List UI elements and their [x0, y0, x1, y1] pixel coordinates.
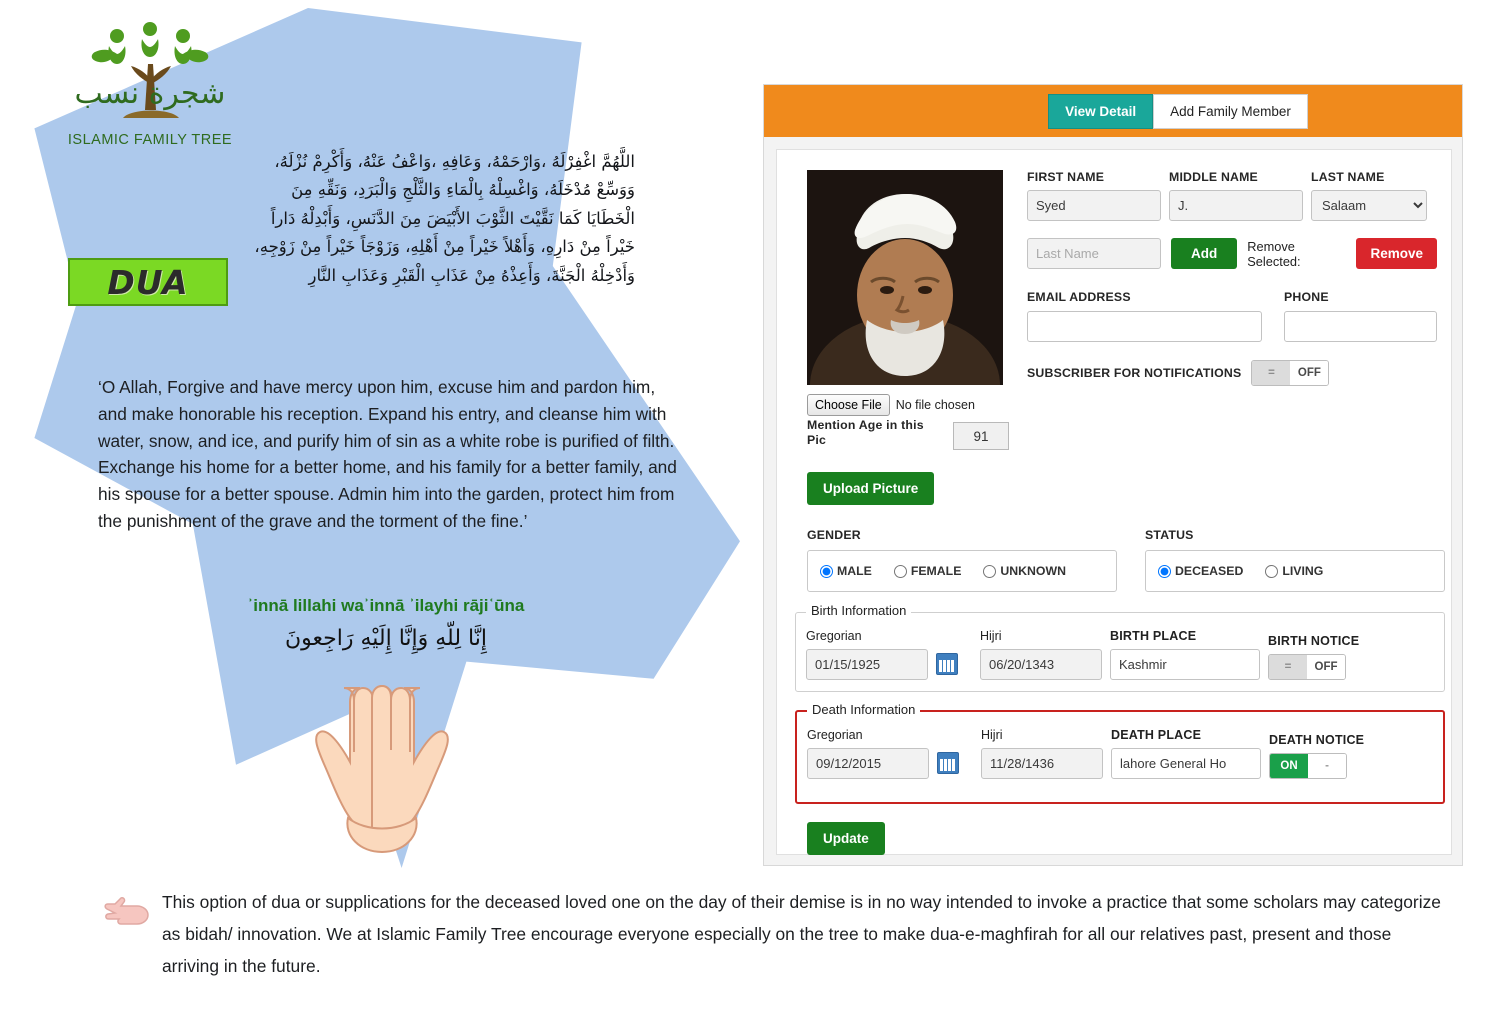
name-fields	[1027, 170, 1427, 221]
extra-last-name-row	[1027, 238, 1437, 269]
subscriber-toggle-state[interactable]: OFF	[1290, 361, 1328, 385]
death-information-title: Death Information	[807, 702, 920, 717]
subscriber-toggle-dash[interactable]: =	[1252, 361, 1290, 385]
death-calendar-icon[interactable]	[937, 752, 959, 774]
dua-translation: ‘O Allah, Forgive and have mercy upon him, excuse him and pardon him, and make honorable his reception. Expand his entry, and cleanse him with water, snow, and ice, and purify him of sin as a white robe is purified of filth. Exchange his home for a better home, and his family for a better family, and his spouse for a better spouse. Admin him into the garden, protect him from the punishment of the grave and the torment of the fine.’	[98, 377, 677, 531]
death-notice-toggle-state[interactable]: ON	[1270, 754, 1308, 778]
birth-notice-toggle-dash[interactable]: =	[1269, 655, 1307, 679]
last-name-select[interactable]	[1311, 190, 1427, 221]
death-notice-label: DEATH NOTICE	[1269, 733, 1365, 747]
mention-age-label: Mention Age in this Pic	[807, 418, 924, 448]
remove-selected-label: Remove Selected:	[1247, 238, 1301, 269]
subscriber-toggle[interactable]	[1251, 360, 1329, 386]
pointing-hand-icon	[104, 892, 152, 926]
gender-option-unknown[interactable]	[983, 564, 1066, 578]
first-name-label: FIRST NAME	[1027, 170, 1105, 184]
panel-toolbar	[764, 85, 1462, 137]
gender-radio-male[interactable]	[820, 565, 833, 578]
extra-last-name-input[interactable]	[1027, 238, 1161, 269]
birth-information-title: Birth Information	[806, 603, 911, 618]
status-option-living-label: LIVING	[1282, 564, 1324, 578]
birth-notice-label: BIRTH NOTICE	[1268, 634, 1360, 648]
contact-fields	[1027, 290, 1437, 342]
footer-note-text: This option of dua or supplications for the deceased loved one on the day of their demise is in no way intended to invoke a practice that some scholars may categorize as bidah/ innovation. We at Islamic Family Tree encourage everyone especially on the tree to make dua-e-maghfirah for all our relatives past, present and those arriving in the future.	[162, 892, 1441, 977]
death-hijri-input[interactable]	[981, 748, 1103, 779]
choose-file-button[interactable]: Choose File	[807, 394, 890, 416]
first-name-input[interactable]	[1027, 190, 1161, 221]
middle-name-input[interactable]	[1169, 190, 1303, 221]
death-gregorian-input[interactable]	[807, 748, 929, 779]
tree-logo-icon	[65, 18, 235, 130]
birth-gregorian-label: Gregorian	[806, 629, 862, 643]
dua-transliteration: ʾinnā lillahi waʾinnā ʾilayhi rājiʿūna	[247, 596, 525, 615]
gender-option-female-label: FEMALE	[910, 564, 962, 578]
member-photo[interactable]	[807, 170, 1003, 385]
email-input[interactable]	[1027, 311, 1262, 342]
gender-option-unknown-label: UNKNOWN	[1000, 564, 1066, 578]
birth-notice-toggle[interactable]	[1268, 654, 1346, 680]
brand-name: ISLAMIC FAMILY TREE	[67, 132, 233, 148]
phone-label: PHONE	[1284, 290, 1329, 304]
add-name-button[interactable]: Add	[1171, 238, 1237, 269]
subscriber-label: SUBSCRIBER FOR NOTIFICATIONS	[1027, 366, 1242, 380]
email-label: EMAIL ADDRESS	[1027, 290, 1131, 304]
dua-badge-label: DUA	[107, 262, 189, 302]
member-form-card	[776, 149, 1452, 855]
phone-input[interactable]	[1284, 311, 1437, 342]
footer-note	[104, 886, 1454, 983]
status-radio-living[interactable]	[1265, 565, 1278, 578]
praying-hands-icon	[262, 668, 502, 863]
last-name-label: LAST NAME	[1311, 170, 1385, 184]
gender-radio-female[interactable]	[894, 565, 907, 578]
brand-arabic-name: شجرة نسب	[74, 76, 226, 111]
gender-field	[807, 528, 1117, 592]
death-information-group	[795, 702, 1445, 804]
gender-option-male[interactable]	[820, 564, 872, 578]
update-button[interactable]: Update	[807, 822, 885, 855]
birth-notice-toggle-state[interactable]: OFF	[1307, 655, 1345, 679]
tab-add-family-member[interactable]: Add Family Member	[1153, 94, 1308, 129]
status-option-deceased[interactable]	[1158, 564, 1243, 578]
dua-arabic-verse: إِنَّا لِلّهِ وَإِنَّا إِلَيْهِ رَاجِعونَ	[285, 626, 487, 651]
gender-label: GENDER	[807, 528, 861, 542]
status-radio-deceased[interactable]	[1158, 565, 1171, 578]
birth-hijri-label: Hijri	[980, 629, 1002, 643]
upload-picture-button[interactable]: Upload Picture	[807, 472, 934, 505]
remove-button[interactable]: Remove	[1356, 238, 1437, 269]
file-status-text: No file chosen	[895, 398, 975, 412]
death-place-label: DEATH PLACE	[1111, 728, 1202, 742]
age-in-pic-input[interactable]	[953, 422, 1009, 450]
status-option-deceased-label: DECEASED	[1175, 564, 1244, 578]
dua-arabic-text: اللَّهُمَّ اغْفِرْلَهُ ،وَارْحَمْهُ، وَعَافِهِ ،وَاعْفُ عَنْهُ، وَأَكْرِمْ نُزْلَهُ، وَوَسِّعْ مُدْخَلَهُ، وَاغْسِلْهُ بِالْمَاءِ وَالثَّلْجِ وَالْبَرَدِ، وَنَقِّهِ مِنَ الْخَطَايَا كَمَا نَقَّيْتَ الثَّوْبَ الأَبْيَضَ مِنَ الدَّنَسِ، وَأَبْدِلْهُ دَاراً خَيْراً مِنْ دَارِهِ، وَأَهْلاً خَيْراً مِنْ أَهْلِهِ، وَزَوْجَاً خَيْراً مِنْ زَوْجِهِ، وَأَدْخِلْهُ الْجَنَّةَ، وَأَعِذْهُ مِنْ عَذَابِ الْقَبْرِ وَعَذَابِ النَّارِ	[254, 152, 635, 285]
birth-hijri-input[interactable]	[980, 649, 1102, 680]
file-picker[interactable]	[807, 394, 1027, 416]
birth-place-input[interactable]	[1110, 649, 1260, 680]
death-gregorian-label: Gregorian	[807, 728, 863, 742]
status-field	[1145, 528, 1445, 592]
gender-radio-unknown[interactable]	[983, 565, 996, 578]
family-member-panel	[763, 84, 1463, 866]
birth-gregorian-input[interactable]	[806, 649, 928, 680]
subscriber-row	[1027, 360, 1437, 386]
status-label: STATUS	[1145, 528, 1194, 542]
death-notice-toggle[interactable]	[1269, 753, 1347, 779]
death-notice-toggle-dash[interactable]: -	[1308, 754, 1346, 778]
death-hijri-label: Hijri	[981, 728, 1003, 742]
brand-logo	[60, 18, 240, 168]
birth-place-label: BIRTH PLACE	[1110, 629, 1197, 643]
dua-badge	[68, 258, 228, 306]
gender-option-male-label: MALE	[837, 564, 872, 578]
tab-view-detail[interactable]: View Detail	[1048, 94, 1153, 129]
gender-option-female[interactable]	[894, 564, 962, 578]
middle-name-label: MIDDLE NAME	[1169, 170, 1258, 184]
status-option-living[interactable]	[1265, 564, 1323, 578]
birth-calendar-icon[interactable]	[936, 653, 958, 675]
birth-information-group	[795, 603, 1445, 692]
death-place-input[interactable]	[1111, 748, 1261, 779]
